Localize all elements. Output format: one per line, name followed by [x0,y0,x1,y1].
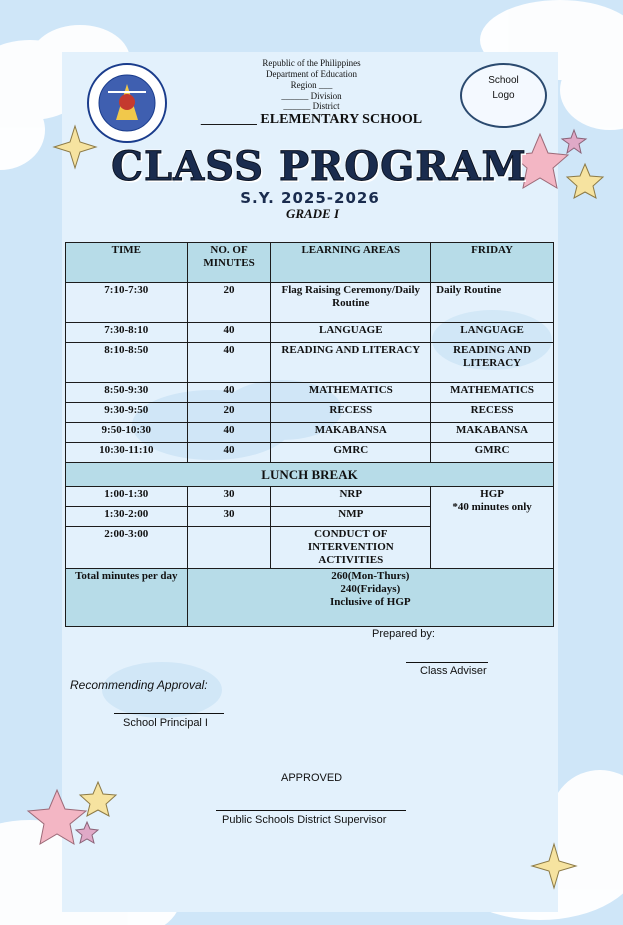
time-cell: 1:30-2:00 [66,507,188,527]
time-cell: 8:10-8:50 [66,343,188,383]
approved-label: APPROVED [281,772,343,784]
header-learning-areas: LEARNING AREAS [271,243,431,283]
minutes-cell: 40 [187,423,271,443]
table-row [66,423,554,443]
friday-cell: MATHEMATICS [431,383,554,403]
deped-seal-icon [86,62,168,144]
time-cell: 2:00-3:00 [66,527,188,569]
area-cell: NMP [271,507,431,527]
table-row [66,403,554,423]
header-friday: FRIDAY [431,243,554,283]
minutes-cell: 40 [187,383,271,403]
area-cell: CONDUCT OF INTERVENTION ACTIVITIES [271,527,431,569]
logo-line-2: Logo [492,90,515,101]
star-icon [530,842,578,890]
area-cell: LANGUAGE [271,323,431,343]
minutes-cell: 30 [187,487,271,507]
area-cell: GMRC [271,443,431,463]
star-icon [78,780,118,818]
logo-line-1: School [488,75,519,86]
minutes-cell: 40 [187,323,271,343]
friday-cell: Daily Routine [431,283,554,323]
time-cell: 7:10-7:30 [66,283,188,323]
time-cell: 9:30-9:50 [66,403,188,423]
hgp-note: *40 minutes only [452,501,532,513]
lunch-break-cell: LUNCH BREAK [66,463,554,487]
minutes-cell [187,527,271,569]
time-cell: 8:50-9:30 [66,383,188,403]
recommending-approval-label: Recommending Approval: [70,678,208,692]
time-cell: 9:50-10:30 [66,423,188,443]
total-value-cell [187,569,553,627]
area-cell: NRP [271,487,431,507]
minutes-cell: 20 [187,403,271,423]
department-line: Department of Education [266,69,357,79]
time-cell: 10:30-11:10 [66,443,188,463]
hgp-label: HGP [480,488,504,500]
friday-hgp-cell [431,487,554,569]
adviser-signature-line [406,662,488,663]
prepared-by-label: Prepared by: [372,628,435,640]
friday-cell: GMRC [431,443,554,463]
principal-signature-line [114,713,224,714]
minutes-cell: 40 [187,443,271,463]
table-row [66,283,554,323]
area-cell: MAKABANSA [271,423,431,443]
total-friday: 240(Fridays) [340,583,401,595]
region-line: Region ___ [290,80,333,90]
friday-cell: LANGUAGE [431,323,554,343]
table-header-row [66,243,554,283]
star-icon [74,820,100,846]
time-cell: 7:30-8:10 [66,323,188,343]
friday-cell: RECESS [431,403,554,423]
supervisor-label: Public Schools District Supervisor [222,814,387,826]
table-row [66,487,554,507]
supervisor-signature-line [216,810,406,811]
grade-level: GRADE I [285,206,340,221]
school-name: ________ ELEMENTARY SCHOOL [200,112,423,127]
area-cell: READING AND LITERACY [271,343,431,383]
friday-cell: READING AND LITERACY [431,343,554,383]
principal-label: School Principal I [123,717,208,729]
table-row [66,323,554,343]
total-mon-thurs: 260(Mon-Thurs) [331,570,410,582]
time-cell: 1:00-1:30 [66,487,188,507]
school-logo-placeholder [460,63,547,128]
total-label-cell: Total minutes per day [66,569,188,627]
total-row [66,569,554,627]
total-note: Inclusive of HGP [329,596,411,608]
area-cell: RECESS [271,403,431,423]
class-adviser-label: Class Adviser [420,665,487,677]
lunch-break-row [66,463,554,487]
minutes-cell: 20 [187,283,271,323]
page-title: CLASS PROGRAM [111,143,527,190]
area-cell: Flag Raising Ceremony/Daily Routine [271,283,431,323]
area-cell: MATHEMATICS [271,383,431,403]
school-year: S.Y. 2025-2026 [240,189,380,207]
minutes-cell: 40 [187,343,271,383]
division-line: ______ Division [281,91,342,101]
table-row [66,443,554,463]
friday-cell: MAKABANSA [431,423,554,443]
header-time: TIME [66,243,188,283]
class-program-table [65,242,554,627]
table-row [66,343,554,383]
header-minutes: NO. OF MINUTES [187,243,271,283]
republic-line: Republic of the Philippines [262,58,361,68]
minutes-cell: 30 [187,507,271,527]
table-row [66,383,554,403]
district-line: ______ District [283,101,340,111]
